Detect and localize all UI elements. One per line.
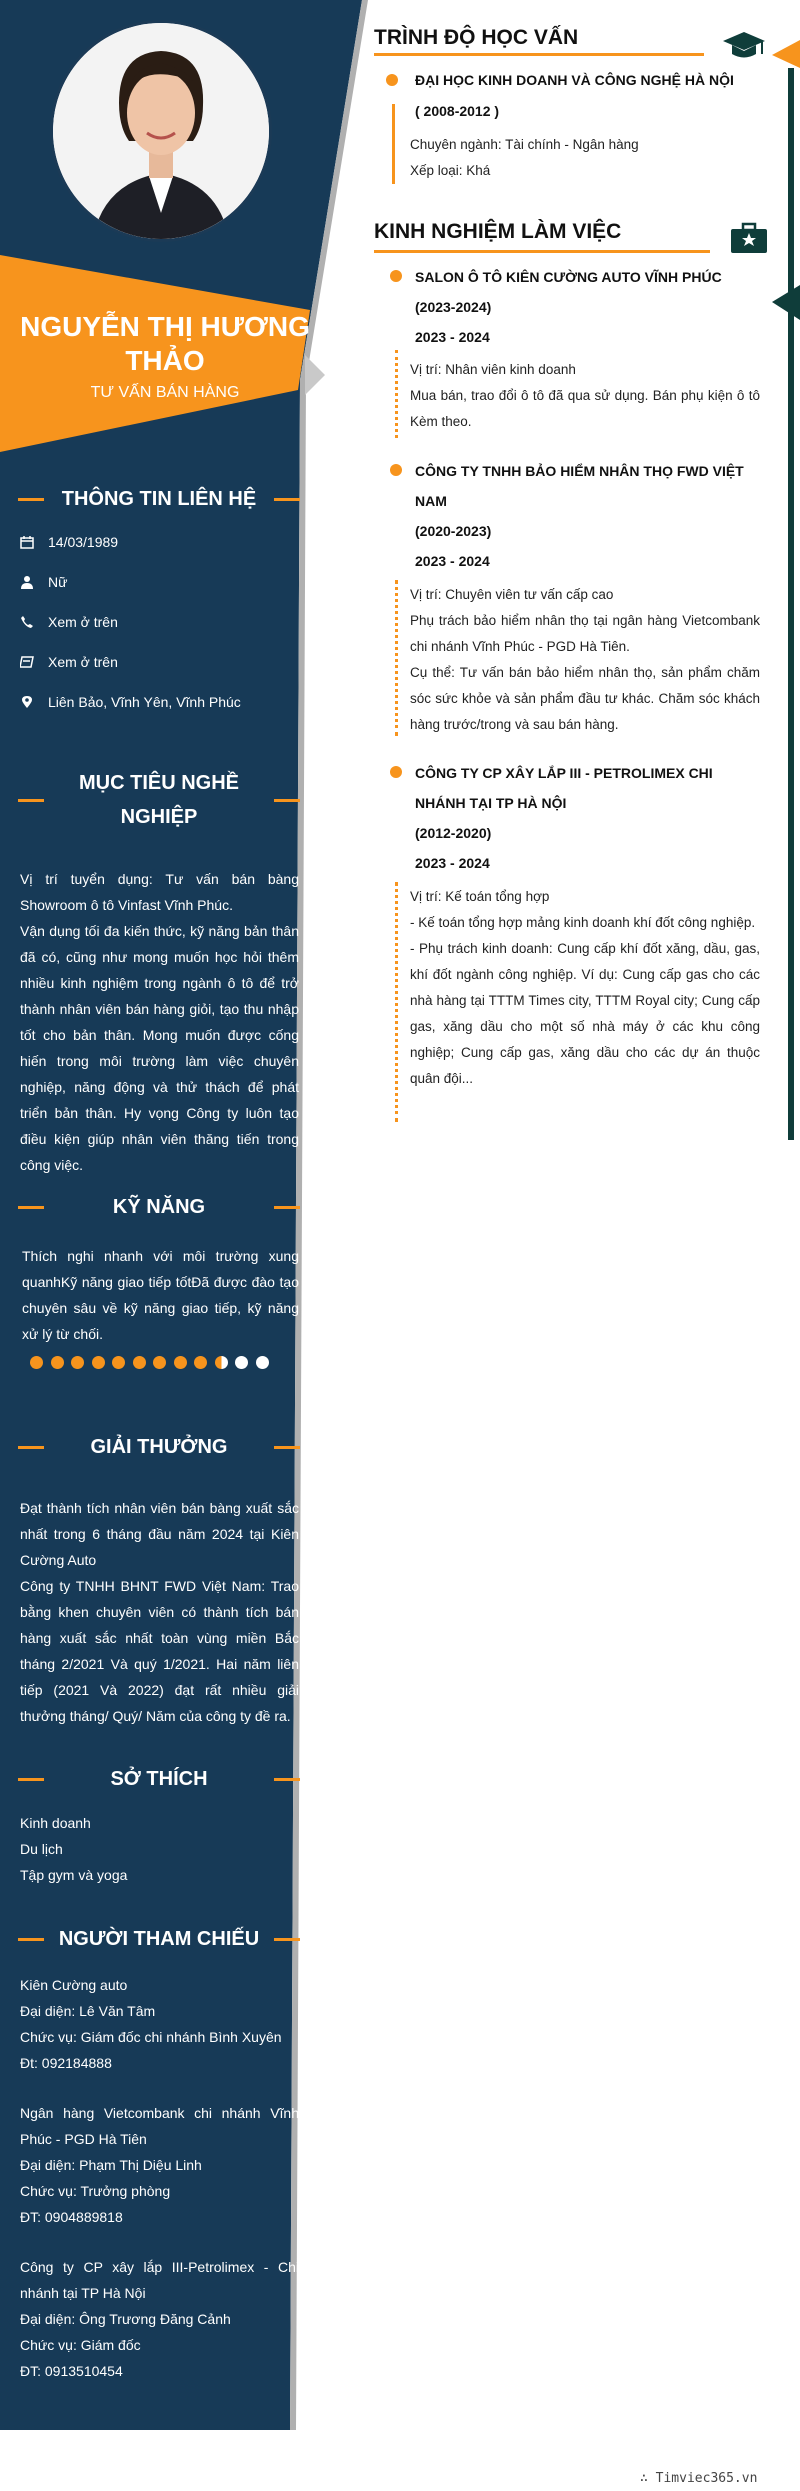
education-section-title: TRÌNH ĐỘ HỌC VẤN xyxy=(374,26,579,49)
reference-item: Công ty CP xây lắp III-Petrolimex - Chi nhánh tại TP Hà Nội Đại diện: Ông Trương Đăng Cảnh Chức vụ: Giám đốc ĐT: 0913510454 xyxy=(20,2259,299,2379)
user-icon xyxy=(20,575,48,589)
email-icon xyxy=(20,655,48,669)
skill-dot xyxy=(71,1356,84,1369)
candidate-position: TƯ VẤN BÁN HÀNG xyxy=(90,384,240,401)
contact-email: Xem ở trên xyxy=(20,652,118,672)
education-bullet xyxy=(386,74,398,86)
reference-item: Ngân hàng Vietcombank chi nhánh Vĩnh Phúc - PGD Hà Tiên Đại diện: Phạm Thị Diệu Linh Chức vụ: Trưởng phòng ĐT: 0904889818 xyxy=(20,2105,299,2225)
education-title-underline xyxy=(374,53,704,56)
education-school: ĐẠI HỌC KINH DOANH VÀ CÔNG NGHỆ HÀ NỘI xyxy=(415,72,734,88)
job-description: Vị trí: Nhân viên kinh doanh Mua bán, trao đổi ô tô đã qua sử dụng. Bán phụ kiện ô tô Kèm theo. xyxy=(410,362,760,429)
candidate-name: NGUYỄN THỊ HƯƠNG THẢO xyxy=(20,311,310,376)
education-grade: Xếp loại: Khá xyxy=(410,163,491,178)
calendar-icon xyxy=(20,535,48,549)
phone-icon xyxy=(20,615,48,629)
job-bullet xyxy=(390,464,402,476)
awards-section-title: GIẢI THƯỞNG xyxy=(18,1430,300,1464)
watermark-logo-icon: ∴ xyxy=(640,2471,656,2486)
graduation-cap-icon xyxy=(722,30,766,67)
right-green-tab xyxy=(772,285,800,320)
location-icon xyxy=(20,695,48,709)
education-timeline xyxy=(392,104,395,184)
education-period: ( 2008-2012 ) xyxy=(415,103,500,119)
skill-dot xyxy=(174,1356,187,1369)
education-major: Chuyên ngành: Tài chính - Ngân hàng xyxy=(410,137,639,152)
job-bullet xyxy=(390,270,402,282)
hobby-item: Kinh doanh xyxy=(20,1815,91,1831)
skill-dot xyxy=(112,1356,125,1369)
skill-dot xyxy=(235,1356,248,1369)
avatar xyxy=(50,20,272,242)
job-timeline xyxy=(395,882,398,1122)
skill-dot xyxy=(256,1356,269,1369)
hobby-item: Du lịch xyxy=(20,1841,63,1857)
job-company: CÔNG TY CP XÂY LẮP III - PETROLIMEX CHI NHÁNH TẠI TP HÀ NỘI (2012-2020) 2023 - 2024 xyxy=(415,765,713,871)
briefcase-star-icon xyxy=(730,222,768,259)
experience-section-title: KINH NGHIỆM LÀM VIỆC xyxy=(374,220,622,243)
skills-section-title: KỸ NĂNG xyxy=(18,1190,300,1224)
job-timeline xyxy=(395,350,398,438)
job-bullet xyxy=(390,766,402,778)
hobbies-section-title: SỞ THÍCH xyxy=(18,1762,300,1796)
skill-dot xyxy=(51,1356,64,1369)
references-section-title: NGƯỜI THAM CHIẾU xyxy=(18,1922,300,1956)
experience-title-underline xyxy=(374,250,710,253)
contact-gender: Nữ xyxy=(20,572,67,592)
contact-phone: Xem ở trên xyxy=(20,612,118,632)
awards-text: Đạt thành tích nhân viên bán bàng xuất sắc nhất trong 6 tháng đầu năm 2024 tại Kiên Cường Auto Công ty TNHH BHNT FWD Việt Nam: Trao bằng khen chuyên viên có thành tích bán hàng xuất sắc nhất toàn vùng miền Bắc tháng 2/2021 Và quý 1/2021. Hai năm liên tiếp (2021 Và 2022) đạt rất nhiều giải thưởng tháng/ Quý/ Năm của công ty đề ra. xyxy=(20,1500,299,1724)
objective-section-title: MỤC TIÊU NGHỀ NGHIỆP xyxy=(18,766,300,834)
footer-watermark: ∴ Timviec365.vn xyxy=(640,2471,758,2486)
hobby-item: Tập gym và yoga xyxy=(20,1867,128,1883)
skill-dot xyxy=(133,1356,146,1369)
avatar-photo xyxy=(53,23,269,239)
reference-item: Kiên Cường auto Đại diện: Lê Văn Tâm Chức vụ: Giám đốc chi nhánh Bình Xuyên Đt: 092184888 xyxy=(20,1977,282,2071)
job-company: CÔNG TY TNHH BẢO HIỂM NHÂN THỌ FWD VIỆT NAM (2020-2023) 2023 - 2024 xyxy=(415,463,744,569)
skills-text: Thích nghi nhanh với môi trường xung quanhKỹ năng giao tiếp tốtĐã được đào tạo chuyên sâu về kỹ năng giao tiếp, kỹ năng xử lý từ chối. xyxy=(22,1248,299,1342)
skill-dot xyxy=(194,1356,207,1369)
right-green-bar xyxy=(788,68,794,1140)
right-orange-tab xyxy=(772,40,800,68)
skill-dot xyxy=(30,1356,43,1369)
job-company: SALON Ô TÔ KIÊN CƯỜNG AUTO VĨNH PHÚC (2023-2024) 2023 - 2024 xyxy=(415,269,722,345)
skill-dot xyxy=(215,1356,228,1369)
skill-dot xyxy=(153,1356,166,1369)
objective-text: Vị trí tuyển dụng: Tư vấn bán bàng Showroom ô tô Vinfast Vĩnh Phúc. Vận dụng tối đa kiến thức, kỹ năng bản thân đã có, cũng như mong muốn học hỏi thêm nhiều kinh nghiệm trong ngành ô tô để trở thành nhân viên bán hàng giỏi, tạo thu nhập tốt cho bản thân. Mong muốn được cống hiến trong môi trường làm việc chuyên nghiệp, năng động và thử thách để phát triển bản thân. Hy vọng Công ty luôn tạo điều kiện giúp nhân viên thăng tiến trong công việc. xyxy=(20,871,299,1173)
job-description: Vị trí: Chuyên viên tư vấn cấp cao Phụ trách bảo hiểm nhân thọ tại ngân hàng Vietcombank chi nhánh Vĩnh Phúc - PGD Hà Tiên. Cụ thể: Tư vấn bán bảo hiểm nhân thọ, sản phẩm chăm sóc sức khỏe và sản phẩm đầu tư khác. Chăm sóc khách hàng trước/trong và sau bán hàng. xyxy=(410,587,760,732)
job-description: Vị trí: Kế toán tổng hợp - Kế toán tổng hợp mảng kinh doanh khí đốt công nghiệp. - Phụ trách kinh doanh: Cung cấp khí đốt xăng, dầu, gas, khí đốt ngành công nghiệp. Ví dụ: Cung cấp gas cho các nhà hàng tại TTTM Times city, TTTM Royal city; Cung cấp gas, xăng dầu cho một số nhà máy ở các khu công nghiệp; Cung cấp gas, xăng dầu cho các dự án thuộc quân đội... xyxy=(410,889,760,1086)
job-timeline xyxy=(395,580,398,736)
contact-section-title: THÔNG TIN LIÊN HỆ xyxy=(18,482,300,516)
contact-address: Liên Bảo, Vĩnh Yên, Vĩnh Phúc xyxy=(20,692,241,712)
contact-birthday: 14/03/1989 xyxy=(20,532,118,552)
skill-dot xyxy=(92,1356,105,1369)
